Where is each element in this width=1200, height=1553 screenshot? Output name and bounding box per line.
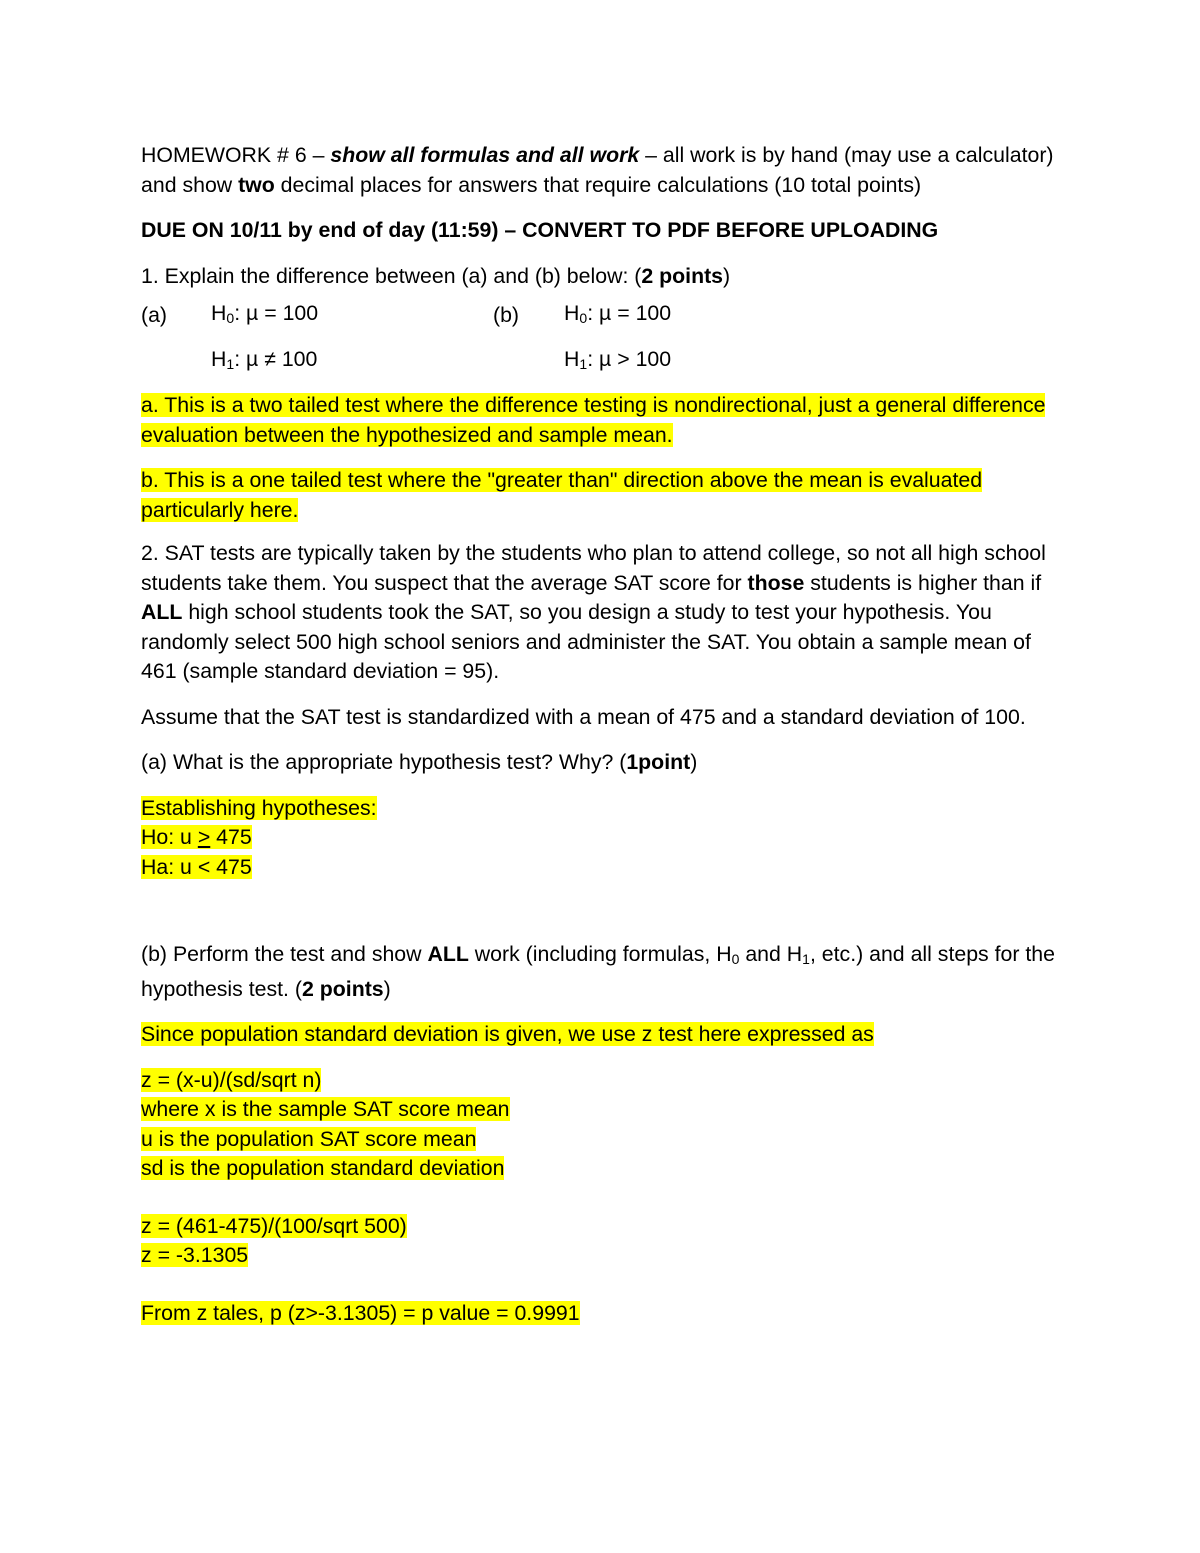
q2b-sub0: 0 (731, 951, 740, 967)
a-h1-text: : µ ≠ 100 (234, 346, 318, 371)
q2b-text4: , etc.) and all steps for the hypothesis test. ( (141, 942, 1055, 1001)
question-2b-prompt (141, 940, 1066, 1004)
q2b-text3: and H (739, 942, 803, 966)
hypotheses-row-h1 (141, 339, 1066, 385)
b-h0 (564, 299, 864, 334)
q2-text-a: 2. SAT tests are typically taken by the students who plan to attend college, so not all high school students take them. You suspect that the average SAT score for (141, 541, 1046, 595)
a-h1 (211, 345, 493, 380)
ho-post: 475 (210, 825, 252, 849)
q2-bold-all: ALL (141, 600, 183, 624)
answer-1b-text: b. This is a one tailed test where the "greater than" direction above the mean is evaluated particularly here. (141, 468, 983, 522)
answer-2a-line3: Ha: u < 475 (141, 854, 252, 879)
answer-2b-pvalue (141, 1299, 1066, 1329)
q2a-points: 1point (626, 750, 691, 774)
label-b: (b) (493, 303, 520, 328)
q2-bold-those: those (747, 570, 805, 595)
a-h0 (211, 299, 493, 334)
hypotheses-table (141, 293, 1066, 385)
header-end: decimal places for answers that require calculations (10 total points) (274, 172, 922, 197)
header-mid: – all work is by hand (may use a calculator) and show (141, 143, 1054, 197)
h-sub: 0 (579, 309, 588, 326)
q2b-points: 2 points (302, 976, 384, 1001)
h-sub: 1 (579, 355, 588, 372)
header-bold: two (238, 172, 275, 197)
due-date: DUE ON 10/11 by end of day (11:59) – CONVERT TO PDF BEFORE UPLOADING (141, 218, 939, 242)
question-2a-prompt (141, 748, 1066, 778)
b-h1 (564, 345, 864, 380)
answer-2b-pvalue-text: From z tales, p (z>-3.1305) = p value = 0.9991 (141, 1300, 580, 1325)
q2a-text: (a) What is the appropriate hypothesis test? Why? ( (141, 750, 627, 774)
label-a: (a) (141, 303, 168, 328)
q2b-text2: work (including formulas, H (468, 942, 732, 966)
header-italic: show all formulas and all work (330, 143, 640, 167)
answer-1a-text: a. This is a two tailed test where the difference testing is nondirectional, just a general difference evaluation between the hypothesized and sample mean. (141, 393, 1046, 447)
answer-2b-x-def: where x is the sample SAT score mean (141, 1097, 510, 1121)
question-2-assumption: Assume that the SAT test is standardized with a mean of 475 and a standard deviation of 100. (141, 704, 1026, 729)
answer-2b-calc-line1: z = (461-475)/(100/sqrt 500) (141, 1213, 407, 1238)
q2-text-c: high school students took the SAT, so you design a study to test your hypothesis. You randomly select 500 high school seniors and administer the SAT. You obtain a sample mean of 461 (sample standard deviation = 95). (141, 600, 1031, 683)
document-page (141, 141, 1066, 1328)
question-2-intro (141, 539, 1066, 687)
q2-text-b: students is higher than if (804, 570, 1042, 595)
header-prefix: HOMEWORK # 6 – (141, 143, 331, 167)
homework-header (141, 141, 1066, 200)
h-symbol: H (211, 346, 227, 371)
ho-pre: Ho: u (141, 825, 198, 849)
q1-prompt-text: 1. Explain the difference between (a) and (b) below: ( (141, 263, 642, 288)
q2b-text1: (b) Perform the test and show (141, 942, 428, 966)
hypotheses-row-h0 (141, 293, 1066, 339)
answer-2b-formula (141, 1066, 1066, 1184)
ho-symbol: > (197, 825, 211, 849)
answer-2b-intro (141, 1020, 1066, 1050)
b-h0-text: : µ = 100 (587, 300, 672, 325)
question-1-prompt (141, 262, 1066, 292)
a-h0-text: : µ = 100 (234, 300, 319, 325)
answer-1b (141, 466, 1066, 525)
h-symbol: H (211, 300, 227, 325)
h-symbol: H (564, 300, 580, 325)
q1-close: ) (723, 263, 731, 288)
answer-2b-u-def: u is the population SAT score mean (141, 1126, 477, 1151)
q2b-sub1: 1 (802, 951, 810, 967)
answer-2b-calc (141, 1212, 1066, 1271)
answer-2b-formula-line: z = (x-u)/(sd/sqrt n) (141, 1067, 322, 1092)
answer-2b-sd-def: sd is the population standard deviation (141, 1156, 505, 1180)
h-sub: 1 (226, 355, 235, 372)
answer-2b-line1: Since population standard deviation is given, we use z test here expressed as (141, 1022, 874, 1046)
answer-2a (141, 794, 1066, 883)
h-sub: 0 (226, 309, 235, 326)
answer-1a (141, 391, 1066, 450)
answer-2b-calc-line2: z = -3.1305 (141, 1243, 249, 1267)
b-h1-text: : µ > 100 (587, 346, 672, 371)
answer-2a-line1: Establishing hypotheses: (141, 795, 377, 820)
q2b-bold: ALL (427, 942, 469, 966)
q2a-close: ) (690, 750, 698, 774)
q2b-close: ) (383, 976, 391, 1001)
h-symbol: H (564, 346, 580, 371)
q1-points: 2 points (641, 263, 724, 288)
answer-2a-line2 (141, 825, 252, 849)
